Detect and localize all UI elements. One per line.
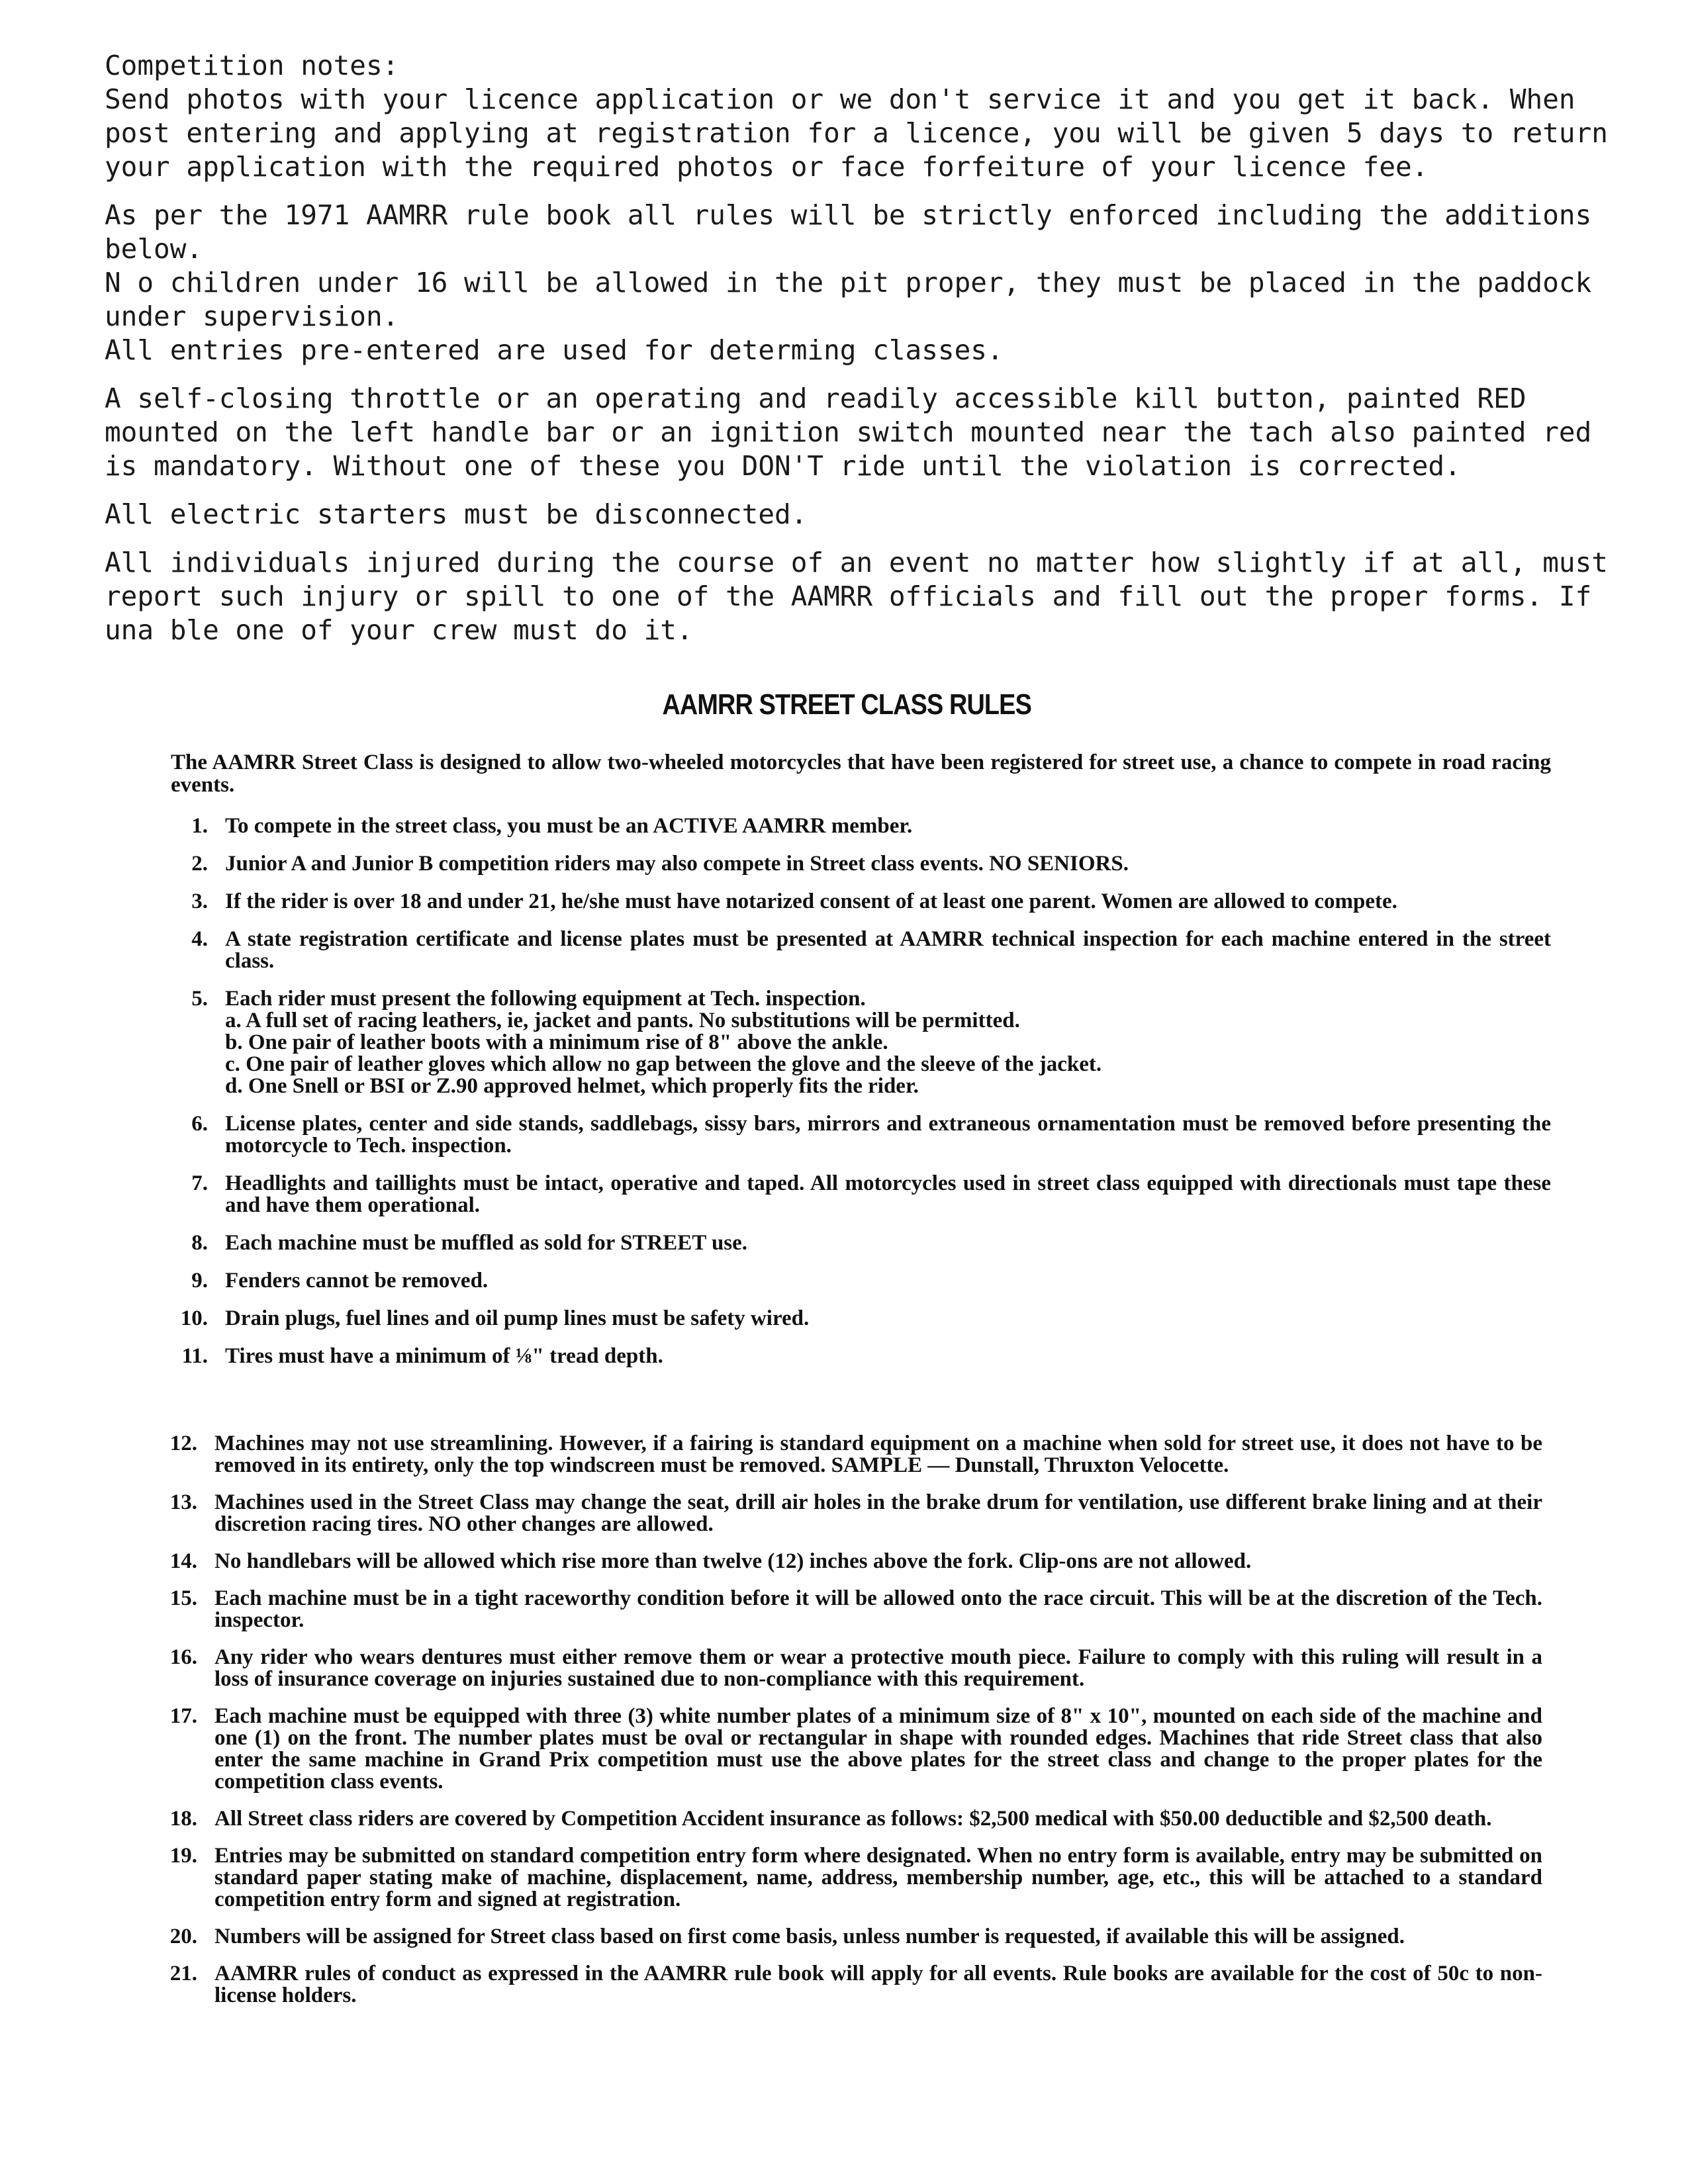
rule-text: Each machine must be in a tight raceworthy condition before it will be allowed onto the race circuit. This will be at the discretion of the Tech. inspector. bbox=[214, 1586, 1542, 1632]
rule-number: 14. bbox=[169, 1549, 197, 1573]
rule-number: 10. bbox=[180, 1306, 208, 1330]
rule-item bbox=[171, 988, 1551, 1097]
rule-5-item-c: c. One pair of leather gloves which allow no gap between the glove and the sleeve of the jacket. bbox=[225, 1052, 1102, 1076]
rule-number: 2. bbox=[191, 852, 208, 876]
rule-item bbox=[159, 1551, 1542, 1572]
rule-text: Machines may not use streamlining. However, if a fairing is standard equipment on a machine when sold for street use, it does not have to be removed in its entirety, only the top windscreen must be removed. SAMPLE — Dunstall, Thruxton Velocette. bbox=[214, 1432, 1542, 1477]
rule-item bbox=[159, 1963, 1542, 2007]
rule-number: 5. bbox=[191, 987, 208, 1011]
rule-number: 21. bbox=[169, 1962, 197, 1985]
notes-paragraph-injuries: All individuals injured during the course of an event no matter how slightly if at all, must report such injury or spill to one of the AAMRR officials and fill out the proper forms. If una ble one of your crew must do it. bbox=[105, 547, 1608, 646]
rule-text: Each machine must be muffled as sold for STREET use. bbox=[225, 1231, 748, 1255]
rule-number: 17. bbox=[169, 1704, 197, 1728]
rule-number: 12. bbox=[169, 1432, 197, 1455]
rule-item bbox=[159, 1845, 1542, 1911]
rule-text: Drain plugs, fuel lines and oil pump lines must be safety wired. bbox=[225, 1306, 810, 1330]
rule-item bbox=[159, 1433, 1542, 1477]
rule-item bbox=[159, 1492, 1542, 1535]
rule-number: 7. bbox=[191, 1171, 208, 1195]
rule-text: Any rider who wears dentures must either remove them or wear a protective mouth piece. Failure to comply with this ruling will result in a loss of insurance coverage on injuries sustained due to non-compliance with this requirement. bbox=[214, 1645, 1542, 1691]
notes-paragraph-photos: Send photos with your licence application or we don't service it and you get it back. When post entering and applying at registration for a licence, you will be given 5 days to return your application with the required photos or face forfeiture of your licence fee. bbox=[105, 83, 1608, 183]
rule-text: Each machine must be equipped with three (3) white number plates of a minimum size of 8" x 10", mounted on each side of the machine and one (1) on the front. The number plates must be oval or rectangular in shape with rounded edges. Machines that ride Street class that also enter the same machine in Grand Prix competition must use the above plates for the street class and change to the proper plates for the competition class events. bbox=[214, 1704, 1542, 1794]
rule-number: 9. bbox=[191, 1269, 208, 1293]
rule-5-lead: Each rider must present the following equipment at Tech. inspection. bbox=[225, 987, 866, 1011]
rule-number: 20. bbox=[169, 1925, 197, 1948]
rule-item bbox=[171, 1345, 1551, 1367]
rule-text: To compete in the street class, you must be an ACTIVE AAMRR member. bbox=[225, 814, 913, 838]
rules-list-part2 bbox=[159, 1433, 1542, 2022]
notes-paragraph-rules: As per the 1971 AAMRR rule book all rules will be strictly enforced including the additions below. N o children under 16 will be allowed in the pit proper, they must be placed in the paddock under supervision. All entries pre-entered are used for determing classes. bbox=[105, 199, 1592, 366]
rule-item bbox=[171, 1232, 1551, 1254]
rule-text: A state registration certificate and license plates must be presented at AAMRR technical inspection for each machine entered in the street class. bbox=[225, 927, 1551, 973]
rule-text: Entries may be submitted on standard competition entry form where designated. When no entry form is available, entry may be submitted on standard paper stating make of machine, displacement, name, address, membership number, age, etc., this will be attached to a standard competition entry form and signed at registration. bbox=[214, 1844, 1542, 1911]
rule-text: Fenders cannot be removed. bbox=[225, 1269, 489, 1293]
rule-item bbox=[159, 1808, 1542, 1830]
rule-text: Tires must have a minimum of ⅛" tread depth. bbox=[225, 1344, 663, 1368]
rule-item bbox=[171, 1308, 1551, 1330]
rule-text: Junior A and Junior B competition riders may also compete in Street class events. NO SENIORS. bbox=[225, 852, 1129, 876]
notes-paragraph-kill-button: A self-closing throttle or an operating and readily accessible kill button, painted RED mounted on the left handle bar or an ignition switch mounted near the tach also painted red is mandatory. Without one of these you DON'T ride until the violation is corrected. bbox=[105, 383, 1592, 482]
rule-item bbox=[159, 1926, 1542, 1948]
rules-intro: The AAMRR Street Class is designed to allow two-wheeled motorcycles that have been registered for street use, a chance to compete in road racing events. bbox=[171, 751, 1551, 797]
rule-5-item-b: b. One pair of leather boots with a minimum rise of 8" above the ankle. bbox=[225, 1030, 888, 1054]
rule-text: AAMRR rules of conduct as expressed in the AAMRR rule book will apply for all events. Rule books are available for the cost of 50c to non-license holders. bbox=[214, 1962, 1542, 2007]
rule-text: If the rider is over 18 and under 21, he/she must have notarized consent of at least one parent. Women are allowed to compete. bbox=[225, 889, 1397, 913]
rule-text: Numbers will be assigned for Street class based on first come basis, unless number is requested, if available this will be assigned. bbox=[214, 1925, 1405, 1948]
rule-text: No handlebars will be allowed which rise more than twelve (12) inches above the fork. Clip-ons are not allowed. bbox=[214, 1549, 1252, 1573]
rule-text: Headlights and taillights must be intact, operative and taped. All motorcycles used in street class equipped with directionals must tape these and have them operational. bbox=[225, 1171, 1551, 1217]
rule-number: 13. bbox=[169, 1490, 197, 1514]
competition-notes bbox=[105, 49, 1620, 662]
notes-title: Competition notes: bbox=[105, 50, 399, 81]
rule-item bbox=[171, 815, 1551, 837]
rule-item bbox=[171, 929, 1551, 972]
rule-number: 1. bbox=[191, 814, 208, 838]
rule-number: 16. bbox=[169, 1645, 197, 1669]
rule-number: 15. bbox=[169, 1586, 197, 1610]
rule-item bbox=[171, 1173, 1551, 1216]
rule-item bbox=[159, 1647, 1542, 1690]
rule-number: 8. bbox=[191, 1231, 208, 1255]
rule-text-equipment bbox=[225, 988, 1551, 1097]
notes-paragraph-starters: All electric starters must be disconnected. bbox=[105, 498, 808, 530]
rule-item bbox=[159, 1588, 1542, 1631]
rule-item bbox=[171, 891, 1551, 913]
rule-number: 3. bbox=[191, 889, 208, 913]
rule-number: 18. bbox=[169, 1807, 197, 1831]
rule-5-item-d: d. One Snell or BSI or Z.90 approved helmet, which properly fits the rider. bbox=[225, 1074, 919, 1098]
rule-item bbox=[171, 1113, 1551, 1157]
rule-number: 11. bbox=[181, 1344, 208, 1368]
rule-item bbox=[171, 853, 1551, 875]
rule-5-item-a: a. A full set of racing leathers, ie, jacket and pants. No substitutions will be permitted. bbox=[225, 1009, 1020, 1032]
rule-number: 6. bbox=[191, 1112, 208, 1136]
rule-text: License plates, center and side stands, saddlebags, sissy bars, mirrors and extraneous ornamentation must be removed before presenting the motorcycle to Tech. inspection. bbox=[225, 1112, 1551, 1158]
rule-number: 4. bbox=[191, 927, 208, 951]
rule-text: All Street class riders are covered by Competition Accident insurance as follows: $2,500 medical with $50.00 deductible and $2,500 death. bbox=[214, 1807, 1492, 1831]
rules-heading: AAMRR STREET CLASS RULES bbox=[662, 688, 1031, 721]
rule-text: Machines used in the Street Class may change the seat, drill air holes in the brake drum for ventilation, use different brake lining and at their discretion racing tires. NO other changes are allowed. bbox=[214, 1490, 1542, 1536]
rule-item bbox=[159, 1706, 1542, 1793]
rules-list-part1 bbox=[171, 815, 1551, 1383]
rule-number: 19. bbox=[169, 1844, 197, 1868]
rule-item bbox=[171, 1270, 1551, 1292]
